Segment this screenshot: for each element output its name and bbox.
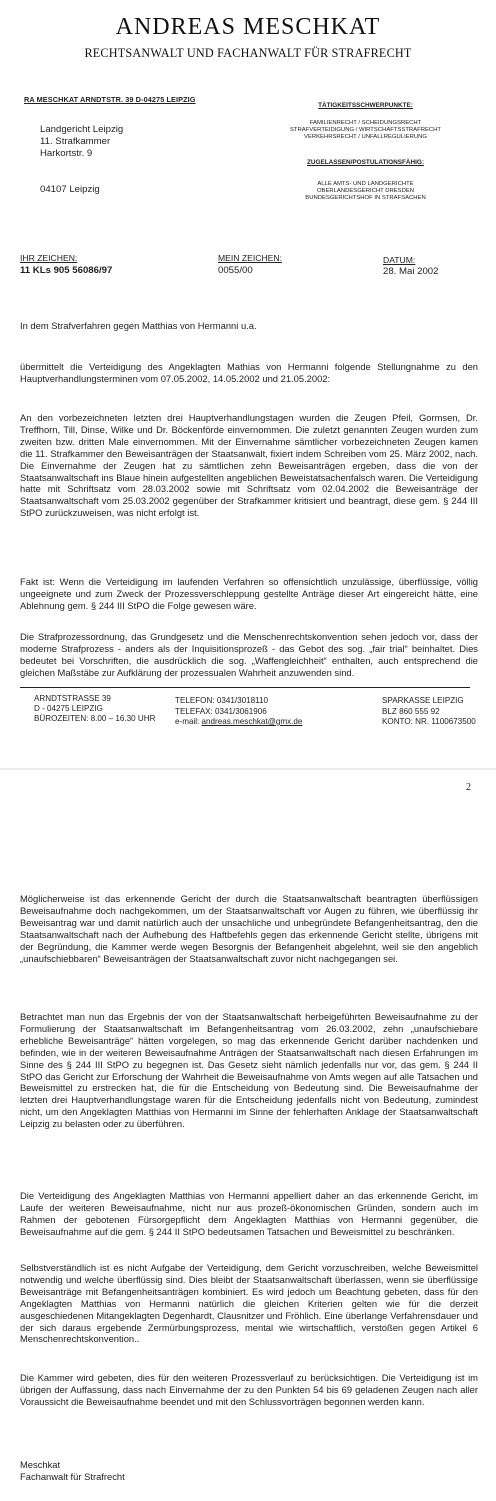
footer-blz: BLZ 860 555 92 <box>382 707 440 716</box>
body-paragraph: Die Verteidigung des Angeklagten Matthias von Hermanni appelliert daher an das erkennende Gericht, im Laufe der weiteren Beweisaufnahme, nicht nur aus prozeß-ökonomischen Gründen, sondern auch im Rahmen der gebotenen Fürsorgepflicht dem Angeklagten Matthias von Hermanni gegenüber, die Beweisaufnahme auf die gem. § 244 II StPO bedeutsamen Tatsachen und Beweismittel zu beschränken. <box>20 1190 478 1237</box>
date-value: 28. Mai 2002 <box>383 266 439 277</box>
body-paragraph: Fakt ist: Wenn die Verteidigung im laufenden Verfahren so offensichtlich unzulässige, überflüssige, völlig ungeeignete und zum Zweck der Prozessverschleppung gestellte Anträge dieser Art eingereicht hätte, eine Ablehnung gem. § 244 III StPO die Folge gewesen wäre. <box>20 576 478 611</box>
focus-item: VERKEHRSRECHT / UNFALLREGULIERUNG <box>304 134 427 140</box>
body-paragraph: Betrachtet man nun das Ergebnis der von der Staatsanwaltschaft herbeigeführten Beweisaufnahme zu der Formulierung der Staatsanwaltschaft im Befangenheitsantrag vom 26.03.2002, zehn „unaufschiebare erhebliche Beweisanträge“ hätten vorgelegen, so mag das erkennende Gericht darüber nachdenken und befinden, wie in der weiteren Beweisaufnahme Anträgen der Staatsanwaltschaft nach diesen Erfahrungen im Sinne des § 244 III StPO zu begegnen ist. Das Gesetz sieht nämlich jedenfalls nur vor, das gem. § 244 II StPO das Gericht zur Erforschung der Wahrheit die Beweisaufnahme von Amts wegen auf alle Tatsachen und Beweismittel zu erstrecken hat, die für die Entscheidung von Bedeutung sind. Die Beweisaufnahme der letzten drei Hauptverhandlungstage waren für die Entscheidung jedenfalls nicht von Bedeutung, zumindest nicht, um den Angeklagten Matthias von Hermanni im Sinne der fehlerhaften Anklage der Staatsanwaltschaft Leipzig zu belasten oder zu überführen. <box>20 1011 478 1130</box>
email-link[interactable]: andreas.meschkat@gmx.de <box>201 717 303 726</box>
footer-phone: TELEFON: 0341/3018110 <box>175 696 268 705</box>
their-ref-label: IHR ZEICHEN: <box>20 253 78 263</box>
body-paragraph: An den vorbezeichneten letzten drei Hauptverhandlungstagen wurden die Zeugen Pfeil, Gormsen, Dr. Treffhorn, Till, Dinse, Wilke und Dr. Böckenförde einvernommen. Die zuletzt genannten Zeugen wurden zum zweiten bzw. dritten Male einvernommen. Mit der Einvernahme sämtlicher vorbezeichneten Zeugen kamen die 11. Strafkammer den Beweisanträgen der Staatsanwalt, fixiert indem Schreiben vom 25. März 2002, nach. Die Einvernahme der Zeugen hat zu sämtlichen zehn Beweisanträgen ergeben, dass die von der Staatsanwaltschaft ins Blaue hinein aufgestellten angeblichen Beweistatsachenfalsch waren. Die Verteidigung hatte mit Schriftsatz vom 28.03.2002 sowie mit Schriftsatz vom 02.04.2002 die Beweisanträge der Staatsanwaltschaft vom 25.03.2002 gegenüber der Strafkammer kritisiert und beantragt, diese gem. § 244 III StPO zurückzuweisen, was nicht erfolgt ist. <box>20 412 478 519</box>
focus-item: STRAFVERTEIDIGUNG / WIRTSCHAFTSSTRAFRECHT <box>290 127 441 133</box>
sender-line: RA MESCHKAT ARNDTSTR. 39 D-04275 LEIPZIG <box>24 95 196 104</box>
page-break <box>0 768 496 770</box>
footer-street: ARNDTSTRASSE 39 <box>34 694 111 703</box>
email-label: e-mail: <box>175 717 202 726</box>
admission-item: BUNDESGERICHTSHOF IN STRAFSACHEN <box>305 195 426 201</box>
subject-line: In dem Strafverfahren gegen Matthias von Hermanni u.a. <box>20 320 257 331</box>
footer-fax: TELEFAX: 0341/3061906 <box>175 707 267 716</box>
admission-heading: ZUGELASSEN/POSTULATIONSFÄHIG: <box>306 159 425 166</box>
their-ref-value: 11 KLs 905 56086/97 <box>20 265 113 276</box>
focus-heading: TÄTIGKEITSSCHWERPUNKTE: <box>318 102 413 109</box>
body-paragraph: Die Strafprozessordnung, das Grundgesetz und die Menschenrechtskonvention sehen jedoch vor, dass der moderne Strafprozess - anders als der Inquisitionsprozeß - das Gebot des sog. „fair trial“ beinhaltet. Dies bedeutet bei Vorschriften, die ausdrücklich die sog. „Waffengleichheit“ enthalten, auch entsprechend die gleichen Maßstäbe zur Aufklärung der prozessualen Wahrheit anzuwenden sind. <box>20 631 478 678</box>
recipient-line-3: Harkortstr. 9 <box>40 148 93 159</box>
signature-name: Meschkat <box>20 1459 61 1470</box>
page-number: 2 <box>466 782 471 793</box>
focus-item: FAMILIENRECHT / SCHEIDUNGSRECHT <box>309 120 422 126</box>
footer-bank: SPARKASSE LEIPZIG <box>382 696 464 705</box>
recipient-line-1: Landgericht Leipzig <box>40 124 124 135</box>
recipient-line-2: 11. Strafkammer <box>40 136 111 147</box>
admission-item: OBERLANDESGERICHT DRESDEN <box>316 188 415 194</box>
footer-rule <box>20 687 470 688</box>
my-ref-value: 0055/00 <box>218 265 253 276</box>
letterhead-title: RECHTSANWALT UND FACHANWALT FÜR STRAFRECHT <box>84 46 412 60</box>
date-label: DATUM: <box>383 255 416 265</box>
letterhead-name: ANDREAS MESCHKAT <box>115 14 381 40</box>
signature-block <box>20 1459 125 1483</box>
body-paragraph: Die Kammer wird gebeten, dies für den weiteren Prozessverlauf zu berücksichtigen. Die Verteidigung ist im übrigen der Auffassung, dass nach Einvernahme der zu den Punkten 54 bis 69 geladenen Zeugen nach aller Voraussicht die Beweisaufnahme beendet und mit den Schlussvorträgen begonnen werden kann. <box>20 1372 478 1407</box>
footer-email-line <box>175 717 302 727</box>
footer-city: D - 04275 LEIPZIG <box>34 704 103 713</box>
my-ref-label: MEIN ZEICHEN: <box>218 253 282 263</box>
body-paragraph: übermittelt die Verteidigung des Angeklagten Mathias von Hermanni folgende Stellungnahme zu den Hauptverhandlungsterminen vom 07.05.2002, 14.05.2002 und 21.05.2002: <box>20 361 478 384</box>
recipient-line-4: 04107 Leipzig <box>40 184 100 195</box>
footer-account: KONTO: NR. 1100673500 <box>382 717 476 726</box>
admission-item: ALLE AMTS- UND LANDGERICHTE <box>317 181 414 187</box>
body-paragraph: Selbstverständlich ist es nicht Aufgabe der Verteidigung, dem Gericht vorzuschreiben, welche Beweismittel notwendig und welche überflüssig sind. Dies bleibt der Staatsanwaltschaft überlassen, wenn sie überflüssige Beweisanträge mit Befangenheitsanträgen kombiniert. Es wird jedoch um Beachtung gebeten, dass für den Angeklagten Matthias von Hermanni natürlich die gleichen Kriterien gelten wie für die derzeit ausgeschiedenen Mitangeklagten Degenhardt, Clausnitzer und Fröhlich. Eine überlange Verfahrensdauer und der sich daraus ergebende Zermürbungsprozess, mental wie wirtschaftlich, verstoßen gegen Artikel 6 Menschenrechtskonvention.. <box>20 1262 478 1345</box>
signature-title: Fachanwalt für Strafrecht <box>20 1471 125 1482</box>
footer-hours: BÜROZEITEN: 8.00 – 16.30 UHR <box>34 714 156 723</box>
body-paragraph: Möglicherweise ist das erkennende Gericht der durch die Staatsanwaltschaft beantragten überflüssigen Beweisaufnahme doch nachgekommen, um der Staatsanwaltschaft vor Augen zu führen, wie überflüssig ihr Beweisantrag war und damit natürlich auch der unsachliche und unbegründete Befangenheitsantrag, den die Staatsanwaltschaft nach der Aufhebung des Haftbefehls gegen das erkennende Gericht stellte, übrigens mit der Begründung, die Kammer werde wegen Besorgnis der Befangenheit abgelehnt, weil sie den angeblich „unaufschiebbaren“ Beweisanträgen der Staatsanwaltschaft zuvor nicht nachgegangen sei. <box>20 893 478 964</box>
